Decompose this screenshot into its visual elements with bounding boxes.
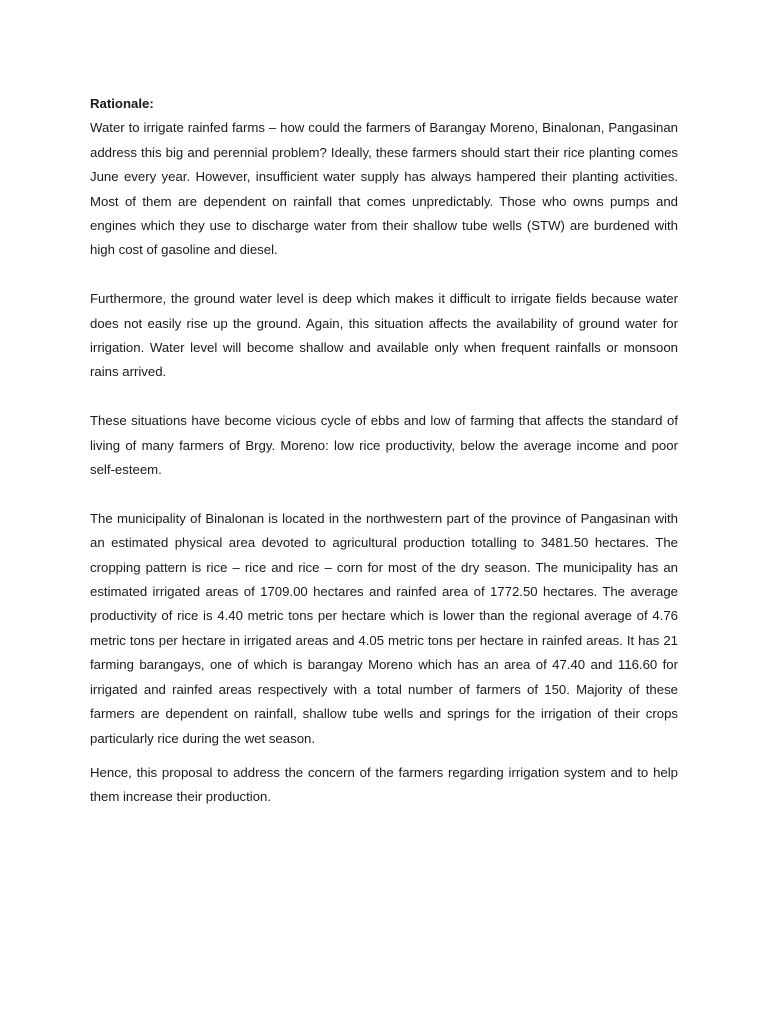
paragraph-water-problem: Water to irrigate rainfed farms – how could the farmers of Barangay Moreno, Binalonan, Pangasinan address this big and perennial problem? Ideally, these farmers should start their rice planting comes June every year. However, insufficient water supply has always hampered their planting activities. Most of them are dependent on rainfall that comes unpredictably. Those who owns pumps and engines which they use to discharge water from their shallow tube wells (STW) are burdened with high cost of gasoline and diesel.	[90, 120, 678, 258]
section-heading: Rationale:	[90, 96, 154, 111]
paragraph-vicious-cycle: These situations have become vicious cycle of ebbs and low of farming that affects the standard of living of many farmers of Brgy. Moreno: low rice productivity, below the average income and poor self-esteem.	[90, 413, 678, 478]
paragraph-proposal: Hence, this proposal to address the concern of the farmers regarding irrigation system and to help them increase their production.	[90, 764, 678, 805]
document-page	[90, 92, 678, 810]
paragraph-municipality: The municipality of Binalonan is located in the northwestern part of the province of Pangasinan with an estimated physical area devoted to agricultural production totalling to 3481.50 hectares. The cropping pattern is rice – rice and rice – corn for most of the dry season. The municipality has an estimated irrigated areas of 1709.00 hectares and rainfed area of 1772.50 hectares. The average productivity of rice is 4.40 metric tons per hectare which is lower than the regional average of 4.76 metric tons per hectare in irrigated areas and 4.05 metric tons per hectare in rainfed areas. It has 21 farming barangays, one of which is barangay Moreno which has an area of 47.40 and 116.60 for irrigated and rainfed areas respectively with a total number of farmers of 150. Majority of these farmers are dependent on rainfall, shallow tube wells and springs for the irrigation of their crops particularly rice during the wet season.	[90, 510, 678, 746]
paragraph-ground-water: Furthermore, the ground water level is deep which makes it difficult to irrigate fields because water does not easily rise up the ground. Again, this situation affects the availability of ground water for irrigation. Water level will become shallow and available only when frequent rainfalls or monsoon rains arrived.	[90, 291, 678, 380]
